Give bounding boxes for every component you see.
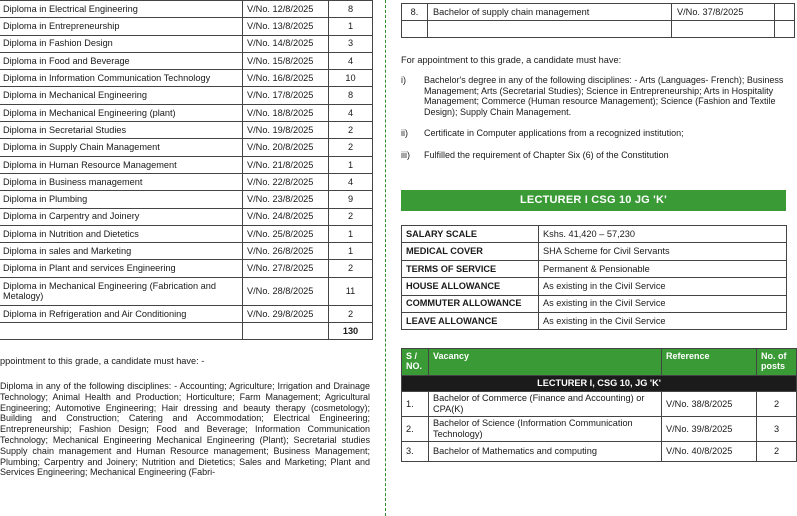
row-index: 3. (402, 442, 429, 462)
table-row (0, 191, 373, 208)
row-course: Diploma in Plumbing (0, 191, 243, 208)
row-reference: V/No. 39/8/2025 (662, 417, 757, 442)
row-posts: 1 (329, 156, 373, 173)
table-row (402, 295, 787, 312)
table-row (0, 260, 373, 277)
row-course: Diploma in Refrigeration and Air Conditioning (0, 305, 243, 322)
row-posts (775, 4, 795, 21)
row-reference: V/No. 12/8/2025 (243, 1, 329, 18)
row-index: 2. (402, 417, 429, 442)
row-posts: 1 (329, 243, 373, 260)
table-row (0, 122, 373, 139)
row-course: Diploma in Human Resource Management (0, 156, 243, 173)
section-title-bar: LECTURER I CSG 10 JG 'K' (401, 190, 786, 211)
term-label: HOUSE ALLOWANCE (402, 278, 539, 295)
row-course: Diploma in Business management (0, 173, 243, 190)
table-row (0, 87, 373, 104)
term-value: As existing in the Civil Service (539, 295, 787, 312)
table-row (0, 208, 373, 225)
table-row (0, 156, 373, 173)
term-value: As existing in the Civil Service (539, 312, 787, 329)
row-posts: 8 (329, 87, 373, 104)
row-posts: 11 (329, 277, 373, 305)
table-row (0, 18, 373, 35)
row-course: Diploma in Plant and services Engineering (0, 260, 243, 277)
row-course: Diploma in Mechanical Engineering (plant) (0, 104, 243, 121)
row-posts: 3 (329, 35, 373, 52)
requirements-intro: For appointment to this grade, a candidate must have: (401, 55, 622, 65)
row-vacancy: Bachelor of Commerce (Finance and Accounting) or CPA(K) (429, 392, 662, 417)
header-posts: No. of posts (757, 349, 797, 376)
row-reference: V/No. 28/8/2025 (243, 277, 329, 305)
row-course: Diploma in Entrepreneurship (0, 18, 243, 35)
row-index: 8. (402, 4, 428, 21)
row-course: Diploma in Carpentry and Joinery (0, 208, 243, 225)
table-row (0, 139, 373, 156)
total-posts: 130 (329, 323, 373, 340)
requirement-item (401, 150, 786, 161)
table-row (0, 1, 373, 18)
table-row (0, 35, 373, 52)
left-requirements-intro: ppointment to this grade, a candidate must have: - (0, 356, 205, 366)
table-row (402, 226, 787, 243)
row-posts: 1 (329, 18, 373, 35)
row-posts: 3 (757, 417, 797, 442)
row-reference: V/No. 25/8/2025 (243, 225, 329, 242)
table-row (402, 312, 787, 329)
row-posts: 2 (329, 260, 373, 277)
table-row (0, 243, 373, 260)
table-row (402, 4, 795, 21)
column-divider (385, 0, 386, 516)
row-course: Diploma in Nutrition and Dietetics (0, 225, 243, 242)
lecturer-vacancy-table (401, 348, 797, 462)
row-vacancy: Bachelor of Science (Information Communication Technology) (429, 417, 662, 442)
row-reference: V/No. 16/8/2025 (243, 70, 329, 87)
header-reference: Reference (662, 349, 757, 376)
term-label: LEAVE ALLOWANCE (402, 312, 539, 329)
table-row (402, 243, 787, 260)
row-posts: 2 (757, 442, 797, 462)
term-value: As existing in the Civil Service (539, 278, 787, 295)
requirement-marker: iii) (401, 150, 410, 161)
term-label: COMMUTER ALLOWANCE (402, 295, 539, 312)
terms-of-service-table (401, 225, 787, 330)
table-row (0, 104, 373, 121)
row-reference: V/No. 13/8/2025 (243, 18, 329, 35)
requirement-item (401, 75, 786, 117)
term-label: SALARY SCALE (402, 226, 539, 243)
row-course: Diploma in Electrical Engineering (0, 1, 243, 18)
table-row (402, 392, 797, 417)
row-reference: V/No. 27/8/2025 (243, 260, 329, 277)
row-course: Diploma in Supply Chain Management (0, 139, 243, 156)
requirement-marker: ii) (401, 128, 408, 139)
table-row (0, 52, 373, 69)
row-course: Diploma in Mechanical Engineering (0, 87, 243, 104)
diploma-vacancy-table (0, 0, 373, 340)
row-reference: V/No. 37/8/2025 (672, 4, 775, 21)
table-row (402, 417, 797, 442)
subheader-label: LECTURER I, CSG 10, JG 'K' (402, 376, 797, 392)
term-label: TERMS OF SERVICE (402, 260, 539, 277)
row-course: Diploma in Food and Beverage (0, 52, 243, 69)
row-reference: V/No. 17/8/2025 (243, 87, 329, 104)
row-posts: 10 (329, 70, 373, 87)
term-label: MEDICAL COVER (402, 243, 539, 260)
row-posts: 2 (329, 305, 373, 322)
table-row (0, 305, 373, 322)
left-requirements-paragraph: Diploma in any of the following disciplines: - Accounting; Agriculture; Irrigation and Drainage Technology; Animal Health and Production; Horticulture; Farm Management; Agricultural Engineering; Automotive Engineering; Hair dressing and beauty therapy (cosmetology); Building and Construction; Catering and Accommodation; Electrical Engineering; Entrepreneurship; Fashion Design; Food and Beverage; Information Communication Technology; Mechanical Engineering Mechanical Engineering (Plant); Secretarial studies Supply chain management and Human Resource management; Business Management; Plumbing; Carpentry and Joinery; Nutrition and Dietetics; Sales and Marketing; Plant and Services Engineering; Mechanical Engineering (Fabri- (0, 381, 370, 478)
row-posts: 4 (329, 104, 373, 121)
term-value: Permanent & Pensionable (539, 260, 787, 277)
row-posts: 4 (329, 52, 373, 69)
table-row (402, 260, 787, 277)
table-subheader-row (402, 376, 797, 392)
row-posts: 9 (329, 191, 373, 208)
row-course: Diploma in Secretarial Studies (0, 122, 243, 139)
row-reference: V/No. 23/8/2025 (243, 191, 329, 208)
table-row (402, 278, 787, 295)
row-posts: 2 (329, 208, 373, 225)
row-reference: V/No. 22/8/2025 (243, 173, 329, 190)
requirement-text: Fulfilled the requirement of Chapter Six (6) of the Constitution (424, 150, 669, 161)
row-posts: 1 (329, 225, 373, 242)
table-row (0, 277, 373, 305)
row-reference: V/No. 15/8/2025 (243, 52, 329, 69)
table-row (0, 225, 373, 242)
header-sno: S / NO. (402, 349, 429, 376)
requirement-text: Certificate in Computer applications from a recognized institution; (424, 128, 684, 139)
bachelor-vacancy-table-continued (401, 3, 795, 38)
row-reference: V/No. 21/8/2025 (243, 156, 329, 173)
row-course: Diploma in Information Communication Technology (0, 70, 243, 87)
row-index: 1. (402, 392, 429, 417)
term-value: SHA Scheme for Civil Servants (539, 243, 787, 260)
row-reference: V/No. 18/8/2025 (243, 104, 329, 121)
term-value: Kshs. 41,420 – 57,230 (539, 226, 787, 243)
row-reference: V/No. 29/8/2025 (243, 305, 329, 322)
row-reference: V/No. 14/8/2025 (243, 35, 329, 52)
row-vacancy: Bachelor of Mathematics and computing (429, 442, 662, 462)
row-posts: 8 (329, 1, 373, 18)
row-posts: 2 (329, 122, 373, 139)
row-reference: V/No. 40/8/2025 (662, 442, 757, 462)
table-row (0, 70, 373, 87)
row-reference: V/No. 26/8/2025 (243, 243, 329, 260)
row-reference: V/No. 24/8/2025 (243, 208, 329, 225)
header-vacancy: Vacancy (429, 349, 662, 376)
row-posts: 2 (329, 139, 373, 156)
row-reference: V/No. 38/8/2025 (662, 392, 757, 417)
requirement-marker: i) (401, 75, 406, 85)
requirements-list (401, 75, 786, 172)
row-posts: 4 (329, 173, 373, 190)
row-course: Diploma in sales and Marketing (0, 243, 243, 260)
row-course: Bachelor of supply chain management (428, 4, 672, 21)
table-row (402, 442, 797, 462)
row-reference: V/No. 19/8/2025 (243, 122, 329, 139)
table-row (402, 21, 795, 38)
row-reference: V/No. 20/8/2025 (243, 139, 329, 156)
total-row (0, 323, 373, 340)
table-header-row (402, 349, 797, 376)
requirement-item (401, 128, 786, 139)
row-posts: 2 (757, 392, 797, 417)
requirement-text: Bachelor's degree in any of the following disciplines: - Arts (Languages- French); Business Management; Arts (Secretarial Studies); Science in Entrepreneurship; Arts in Hospitality Management; Commerce (Human resource Management); Science (Fashion and Textile Design); Supply Chain Management. (424, 75, 784, 117)
row-course: Diploma in Mechanical Engineering (Fabrication and Metalogy) (0, 277, 243, 305)
row-course: Diploma in Fashion Design (0, 35, 243, 52)
table-row (0, 173, 373, 190)
